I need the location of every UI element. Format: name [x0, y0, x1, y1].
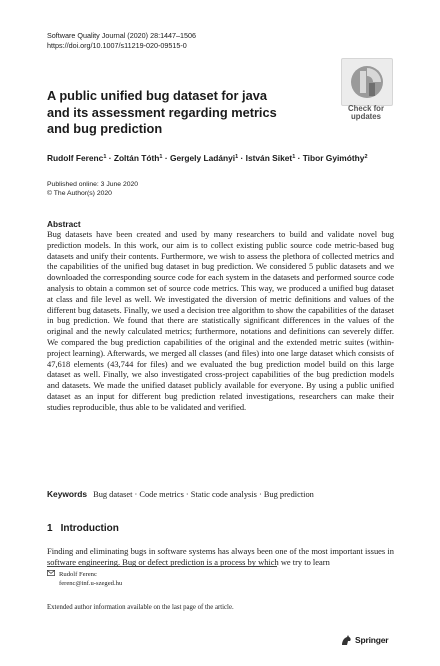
author-name[interactable]: Zoltán Tóth: [113, 153, 160, 163]
corresponding-author-email[interactable]: ferenc@inf.u-szeged.hu: [59, 580, 123, 587]
keywords-list: Bug dataset · Code metrics · Static code analysis · Bug prediction: [93, 490, 314, 499]
section-title: Introduction: [60, 523, 119, 534]
crossmark-icon: [342, 59, 392, 105]
paper-title: [47, 88, 287, 138]
author-name[interactable]: Rudolf Ferenc: [47, 153, 104, 163]
abstract-text: Bug datasets have been created and used by many researchers to build and validate novel bug prediction models. In this work, our aim is to collect existing public source code metric-based bug datasets and unify their contents. Furthermore, we wish to assess the plethora of collected metrics and the capabilities of the unified bug dataset in bug prediction. We considered 5 public datasets and we downloaded the corresponding source code for each system in the datasets and performed source code analysis to obtain a common set of source code metrics. This way, we produced a unified bug dataset at class and file level as well. We investigated the diversion of metric definitions and values of the different bug datasets. Finally, we used a decision tree algorithm to show the capabilities of the dataset in bug prediction. We found that there are statistically significant differences in the values of the original and the newly calculated metrics; furthermore, notations and definitions can severely differ. We compared the bug prediction capabilities of the original and the extended metric suites (within-project learning). Afterwards, we merged all classes (and files) into one large dataset which consists of 47,618 elements (43,744 for files) and we evaluated the bug prediction model build on this large dataset as well. Finally, we also investigated cross-project capabilities of the bug prediction models and datasets. We made the unified dataset publicly available for everyone. By using a public unified dataset as an input for different bug prediction related investigations, researchers can make their studies reproducible, thus able to be validated and verified.: [47, 229, 394, 412]
keywords-label: Keywords: [47, 489, 88, 499]
author-name[interactable]: István Siket: [245, 153, 293, 163]
footnote-divider: [47, 566, 277, 567]
journal-header: [47, 31, 196, 51]
affiliation-mark: 2: [364, 154, 368, 160]
section-heading: [47, 523, 119, 534]
extended-author-info: Extended author information available on the last page of the article.: [47, 604, 234, 611]
publisher-name: Springer: [355, 635, 389, 645]
abstract-heading: Abstract: [47, 219, 81, 229]
affiliation-mark: 1: [292, 154, 296, 160]
title-line: and its assessment regarding metrics: [47, 104, 277, 120]
springer-logo: [340, 634, 400, 648]
introduction-text: Finding and eliminating bugs in software systems has always been one of the most important issues in software engineering. Bug or defect prediction is a process by which we try to learn: [47, 546, 394, 567]
author-name[interactable]: Tibor Gyimóthy: [302, 153, 365, 163]
corresponding-author-name: Rudolf Ferenc: [59, 571, 97, 578]
envelope-icon: [47, 570, 59, 579]
badge-frame: [341, 58, 393, 106]
affiliation-mark: 1: [235, 154, 239, 160]
title-line: A public unified bug dataset for java: [47, 88, 267, 103]
badge-label: [335, 105, 397, 122]
badge-line: updates: [351, 112, 381, 122]
publication-info: [47, 180, 138, 199]
doi-link[interactable]: https://doi.org/10.1007/s11219-020-09515-0: [47, 41, 187, 50]
affiliation-mark: 1: [103, 154, 107, 160]
journal-citation: Software Quality Journal (2020) 28:1447–1506: [47, 31, 197, 40]
published-date: Published online: 3 June 2020: [47, 181, 139, 188]
author-name[interactable]: Gergely Ladányi: [169, 153, 236, 163]
badge-line: Check for: [348, 104, 384, 113]
corresponding-author-note: [47, 570, 122, 588]
section-number: 1: [47, 523, 53, 534]
title-line: and bug prediction: [47, 121, 163, 136]
copyright-line: © The Author(s) 2020: [47, 190, 112, 198]
author-list: Rudolf Ferenc$^1$ · Zoltán Tóth$^1$ · Gergely Ladányi$^1$ · István Siket$^1$ · Tibor Gyimóthy$^2$: [47, 153, 368, 163]
keywords: [47, 489, 407, 500]
springer-horse-icon: [340, 634, 353, 647]
check-for-updates-badge[interactable]: [335, 58, 397, 122]
affiliation-mark: 1: [159, 154, 163, 160]
